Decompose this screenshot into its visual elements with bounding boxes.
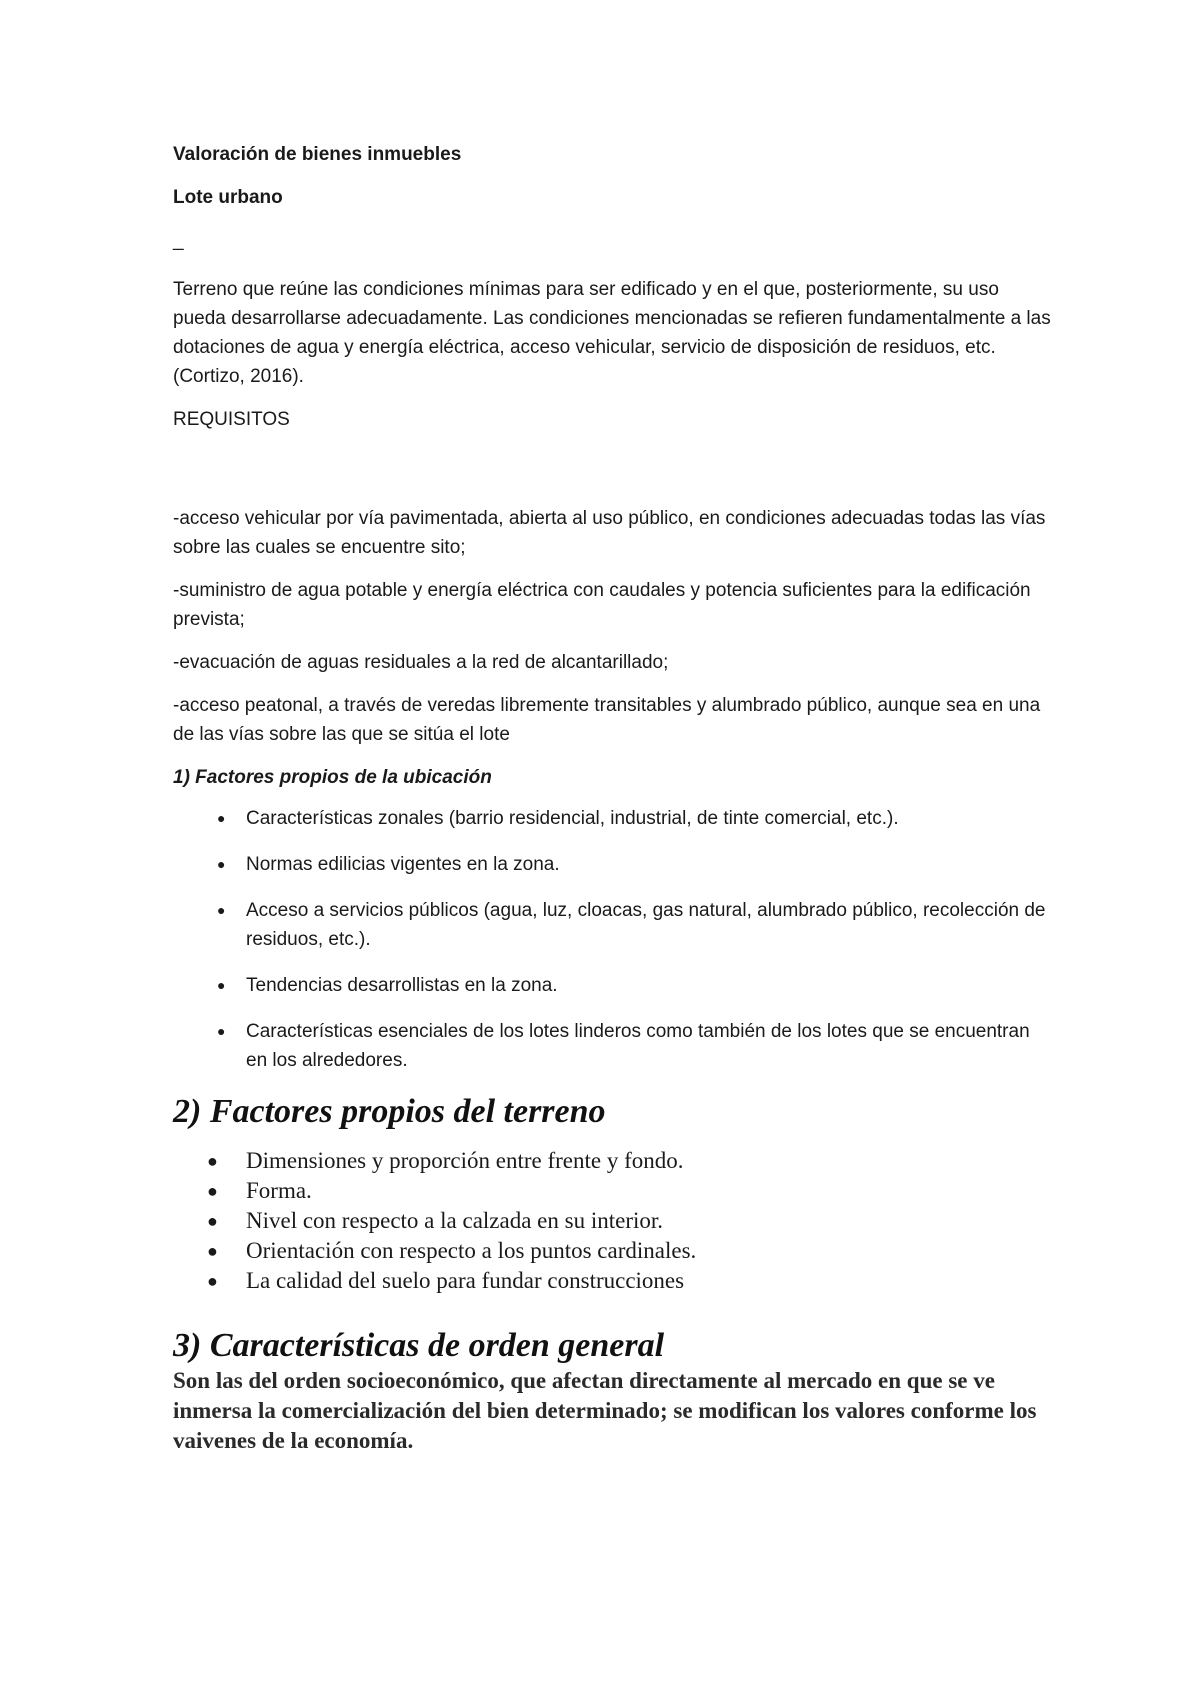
bullet-icon: ●	[207, 1211, 218, 1231]
bullet-icon: ●	[217, 977, 226, 993]
section-1-list	[173, 804, 1053, 1075]
document-title: Valoración de bienes inmuebles	[173, 144, 462, 165]
document-subtitle: Lote urbano	[173, 187, 283, 208]
section-3-paragraph: Son las del orden socioeconómico, que afectan directamente al mercado en que se ve inmersa la comercialización del bien determinado; se modifican los valores conforme los vaivenes de la economía.	[173, 1368, 1037, 1453]
requirement-item: -suministro de agua potable y energía eléctrica con caudales y potencia suficientes para la edificación prevista;	[173, 580, 1031, 630]
list-item-text: Orientación con respecto a los puntos cardinales.	[246, 1238, 697, 1263]
section-2-list	[173, 1146, 1053, 1296]
list-item-text: Dimensiones y proporción entre frente y fondo.	[246, 1148, 684, 1173]
separator-dash: _	[173, 230, 184, 251]
list-item-text: La calidad del suelo para fundar construcciones	[246, 1268, 685, 1293]
definition-paragraph: Terreno que reúne las condiciones mínimas para ser edificado y en el que, posteriormente, su uso pueda desarrollarse adecuadamente. Las condiciones mencionadas se refieren fundamentalmente a las dotaciones de agua y energía eléctrica, acceso vehicular, servicio de disposición de residuos, etc. (Cortizo, 2016).	[173, 279, 1051, 387]
list-item-text: Tendencias desarrollistas en la zona.	[246, 975, 558, 996]
list-item-text: Nivel con respecto a la calzada en su interior.	[246, 1208, 664, 1233]
list-item	[173, 1266, 1053, 1296]
list-item	[173, 1176, 1053, 1206]
list-item	[173, 1146, 1053, 1176]
list-item	[173, 804, 1053, 833]
bullet-icon: ●	[207, 1181, 218, 1201]
document-content	[173, 140, 1053, 1456]
bullet-icon: ●	[217, 856, 226, 872]
list-item-text: Forma.	[246, 1178, 312, 1203]
bullet-icon: ●	[207, 1151, 218, 1171]
bullet-icon: ●	[217, 902, 226, 918]
section-1-heading: 1) Factores propios de la ubicación	[173, 767, 492, 788]
list-item	[173, 850, 1053, 879]
section-2-heading: 2) Factores propios del terreno	[173, 1093, 606, 1130]
list-item-text: Características zonales (barrio residencial, industrial, de tinte comercial, etc.).	[246, 808, 899, 829]
requirements-heading: REQUISITOS	[173, 409, 290, 430]
list-item-text: Características esenciales de los lotes linderos como también de los lotes que se encuentran en los alrededores.	[246, 1021, 1030, 1071]
list-item	[173, 896, 1053, 954]
requirement-item: -acceso vehicular por vía pavimentada, abierta al uso público, en condiciones adecuadas todas las vías sobre las cuales se encuentre sito;	[173, 508, 1046, 558]
section-3-heading: 3) Características de orden general	[173, 1327, 665, 1364]
list-item-text: Normas edilicias vigentes en la zona.	[246, 854, 560, 875]
list-item	[173, 1017, 1053, 1075]
bullet-icon: ●	[207, 1241, 218, 1261]
bullet-icon: ●	[207, 1271, 218, 1291]
requirement-item: -evacuación de aguas residuales a la red de alcantarillado;	[173, 652, 669, 673]
bullet-icon: ●	[217, 1023, 226, 1039]
bullet-icon: ●	[217, 810, 226, 826]
list-item	[173, 1206, 1053, 1236]
list-item	[173, 1236, 1053, 1266]
list-item	[173, 971, 1053, 1000]
list-item-text: Acceso a servicios públicos (agua, luz, cloacas, gas natural, alumbrado público, recolección de residuos, etc.).	[246, 900, 1046, 950]
requirement-item: -acceso peatonal, a través de veredas libremente transitables y alumbrado público, aunque sea en una de las vías sobre las que se sitúa el lote	[173, 695, 1041, 745]
